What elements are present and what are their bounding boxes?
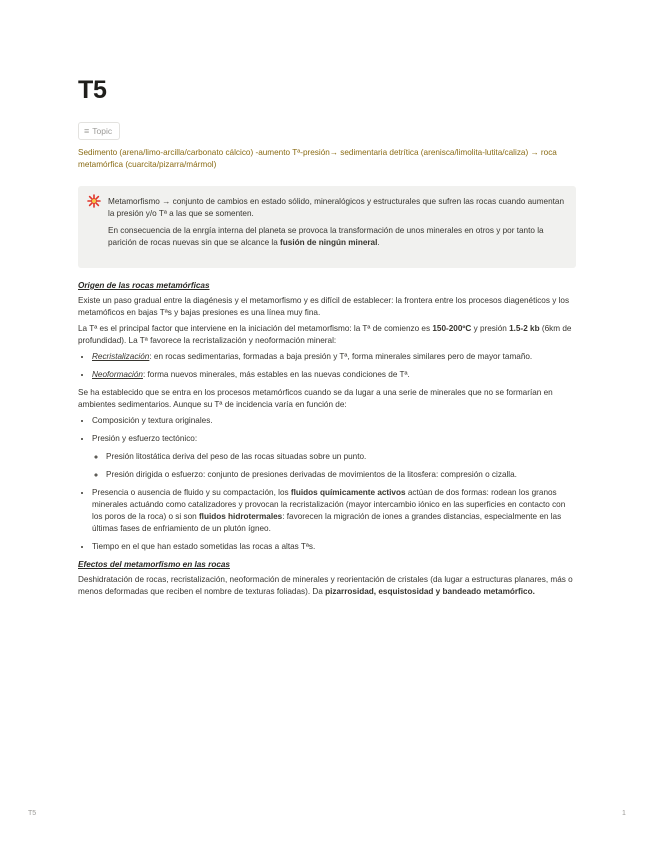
term: Neoformación: [92, 370, 143, 379]
callout-line-2-bold: fusión de ningún mineral: [280, 238, 378, 247]
list-item: [92, 351, 576, 363]
text-run: : favorecen la migración de iones a grandes distancias, especialmente en las últimas fases de enfriamiento de un plutón ígneo.: [92, 512, 562, 533]
callout-line-2-suffix: .: [377, 238, 380, 247]
list-item: ◦ Presión litostática deriva del peso de las rocas situadas sobre un punto.: [106, 451, 576, 463]
topic-tag[interactable]: [78, 122, 120, 140]
list-item: [92, 487, 576, 535]
bold-text: 1.5-2 kb: [509, 324, 540, 333]
paragraph: [78, 323, 576, 347]
bold-text: fluidos hidrotermales: [198, 512, 283, 521]
list-icon: ≡: [84, 125, 90, 136]
list-item: [92, 369, 576, 381]
sub-list: [92, 451, 576, 481]
text-run: : forma nuevos minerales, más estables en las nuevas condiciones de Tª.: [142, 370, 410, 379]
subtitle: Sedimento (arena/limo-arcilla/carbonato cálcico) -aumento Tª-presión→ sedimentaria detrítica (arenisca/limolita-lutita/caliza) → roca metamórfica (cuarcita/pizarra/mármol): [78, 148, 557, 169]
section-heading-origen: Origen de las rocas metamórficas: [78, 281, 210, 290]
paragraph: Existe un paso gradual entre la diagénesis y el metamorfismo y es difícil de establecer: la frontera entre los procesos diagenéticos y los metamóficos en bajas Tªs y bajas presiones es una línea muy fina.: [78, 296, 570, 317]
footer-title: T5: [28, 810, 37, 817]
page-number: 1: [622, 810, 626, 817]
list-item: ◦ Presión dirigida o esfuerzo: conjunto de presiones derivadas de movimientos de la litosfera: compresión o cizalla.: [106, 469, 576, 481]
topic-tag-label: Topic: [92, 126, 113, 136]
paragraph: Se ha establecido que se entra en los procesos metamórficos cuando se da lugar a una serie de minerales que no se formarían en ambientes sedimentarios. Aunque su Tª de incidencia varía en función de:: [78, 388, 553, 409]
text-run: Presión y esfuerzo tectónico:: [92, 434, 198, 443]
burst-icon: [87, 194, 101, 208]
bold-text: 150-200ºC: [432, 324, 472, 333]
text-run: La Tª es el principal factor que interviene en la iniciación del metamorfismo: la Tª de comienzo es: [78, 324, 433, 333]
term: Recristalización: [92, 352, 150, 361]
list-item: • Composición y textura originales.: [92, 415, 576, 427]
bold-text: fluidos químicamente activos: [290, 488, 406, 497]
list-item: [92, 433, 576, 481]
text-run: (6km de profundidad). La Tª favorece la recristalización y neoformación mineral:: [78, 324, 572, 345]
callout-line-2-prefix: En consecuencia de la enrgía interna del planeta se provoca la transformación de unos minerales en otros y por tanto la parición de rocas nuevas sin que se alcance la: [108, 226, 544, 247]
text-run: Deshidratación de rocas, recristalización, neoformación de minerales y reorientación de cristales (da lugar a estructuras planares, más o menos deformadas que reciben el nombre de texturas foliadas). Da: [78, 575, 573, 596]
bullet-list-processes: [78, 351, 576, 381]
callout-line-1: Metamorfismo → conjunto de cambios en estado sólido, mineralógicos y estructurales que sufren las rocas cuando aumentan la presión y/o Tª a las que se somenten.: [108, 197, 565, 218]
main-content: [78, 280, 576, 602]
callout-box: [78, 186, 576, 268]
bullet-list-factors: [78, 415, 576, 553]
callout-line-2: [108, 225, 566, 249]
paragraph: [78, 574, 576, 598]
text-run: : en rocas sedimentarias, formadas a baja presión y Tª, forma minerales similares pero de mayor tamaño.: [149, 352, 533, 361]
text-run: actúan de dos formas: rodean los granos minerales actuándo como catalizadores y provocan la recristalización (mayor intercambio iónico en las superficies en contacto con los poros de la roca) o si son: [92, 488, 566, 521]
text-run: Presencia o ausencia de fluido y su compactación, los: [92, 488, 291, 497]
page-title: T5: [78, 76, 107, 104]
section-heading-efectos: Efectos del metamorfismo en las rocas: [78, 560, 230, 569]
list-item: • Tiempo en el que han estado sometidas las rocas a altas Tªs.: [92, 541, 576, 553]
bold-text: pizarrosidad, esquistosidad y bandeado metamórfico.: [325, 587, 535, 596]
text-run: y presión: [471, 324, 510, 333]
